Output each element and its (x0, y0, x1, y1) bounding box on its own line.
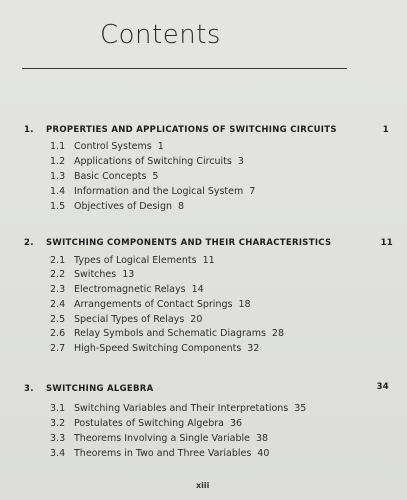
chapter-page: 11 (380, 238, 393, 248)
section-number: 2.6 (50, 328, 66, 339)
section-page: 18 (238, 299, 251, 310)
section-number: 2.2 (50, 269, 66, 280)
chapter-title: SWITCHING ALGEBRA (46, 384, 154, 394)
section-page: 5 (152, 171, 159, 182)
section-title: Postulates of Switching Algebra (74, 418, 224, 429)
section-number: 1.5 (50, 201, 66, 212)
section-title: Information and the Logical System (74, 186, 244, 197)
section-number: 3.1 (50, 403, 66, 414)
chapter-heading (24, 382, 389, 394)
section-page: 36 (229, 418, 243, 429)
section-page: 3 (237, 156, 244, 167)
chapter-heading (24, 238, 393, 248)
toc-entry (50, 433, 268, 444)
section-page: 32 (247, 343, 260, 354)
section-title: Basic Concepts (74, 171, 147, 182)
page-title: Contents (100, 20, 221, 50)
section-title: Electromagnetic Relays (74, 284, 186, 295)
page-folio: xiii (196, 481, 210, 490)
section-title: Theorems in Two and Three Variables (74, 448, 252, 459)
section-title: High-Speed Switching Components (74, 343, 242, 354)
chapter-number: 2. (24, 238, 34, 248)
chapter-page: 34 (376, 382, 389, 392)
section-page: 13 (122, 269, 135, 280)
section-page: 1 (157, 141, 164, 152)
section-title: Applications of Switching Circuits (74, 156, 232, 167)
section-title: Arrangements of Contact Springs (74, 299, 233, 310)
section-page: 8 (178, 201, 185, 212)
section-number: 2.5 (50, 314, 66, 325)
section-number: 1.2 (50, 156, 66, 167)
section-number: 1.3 (50, 171, 66, 182)
toc-entry (50, 343, 259, 354)
title-rule (22, 68, 347, 69)
section-number: 2.3 (50, 284, 66, 295)
section-title: Objectives of Design (74, 201, 172, 212)
section-number: 2.1 (50, 255, 66, 266)
section-page: 7 (249, 186, 256, 197)
toc-entry (50, 448, 269, 459)
section-title: Special Types of Relays (74, 314, 185, 325)
chapter-title: PROPERTIES AND APPLICATIONS OF SWITCHING CIRCUITS (46, 125, 337, 135)
section-number: 3.2 (50, 418, 66, 429)
section-page: 20 (190, 314, 203, 325)
section-page: 38 (256, 433, 269, 444)
toc-entry (50, 186, 255, 197)
section-number: 2.7 (50, 343, 66, 354)
section-title: Relay Symbols and Schematic Diagrams (74, 328, 266, 339)
section-title: Types of Logical Elements (74, 255, 197, 266)
section-number: 1.4 (50, 186, 66, 197)
chapter-title: SWITCHING COMPONENTS AND THEIR CHARACTERISTICS (46, 238, 332, 248)
section-title: Theorems Involving a Single Variable (74, 433, 251, 444)
section-title: Switching Variables and Their Interpretations (74, 403, 289, 414)
toc-entry (50, 314, 202, 325)
toc-entry (50, 328, 284, 339)
toc-entry (50, 269, 134, 280)
chapter-number: 1. (24, 125, 34, 135)
chapter-heading (24, 125, 389, 135)
toc-entry (50, 403, 306, 414)
toc-entry (50, 418, 242, 429)
chapter-page: 1 (382, 125, 389, 135)
section-page: 40 (257, 448, 270, 459)
section-number: 3.4 (50, 448, 66, 459)
section-page: 14 (191, 284, 204, 295)
section-page: 28 (271, 328, 285, 339)
toc-entry (50, 284, 204, 295)
chapter-number: 3. (24, 384, 34, 394)
section-page: 35 (294, 403, 307, 414)
toc-entry (50, 171, 158, 182)
toc-entry (50, 141, 164, 152)
toc-entry (50, 201, 184, 212)
section-title: Switches (74, 269, 117, 280)
section-number: 2.4 (50, 299, 66, 310)
section-page: 11 (202, 255, 215, 266)
section-number: 3.3 (50, 433, 66, 444)
toc-entry (50, 156, 244, 167)
section-number: 1.1 (50, 141, 66, 152)
toc-entry (50, 255, 215, 266)
toc-entry (50, 299, 251, 310)
section-title: Control Systems (74, 141, 152, 152)
